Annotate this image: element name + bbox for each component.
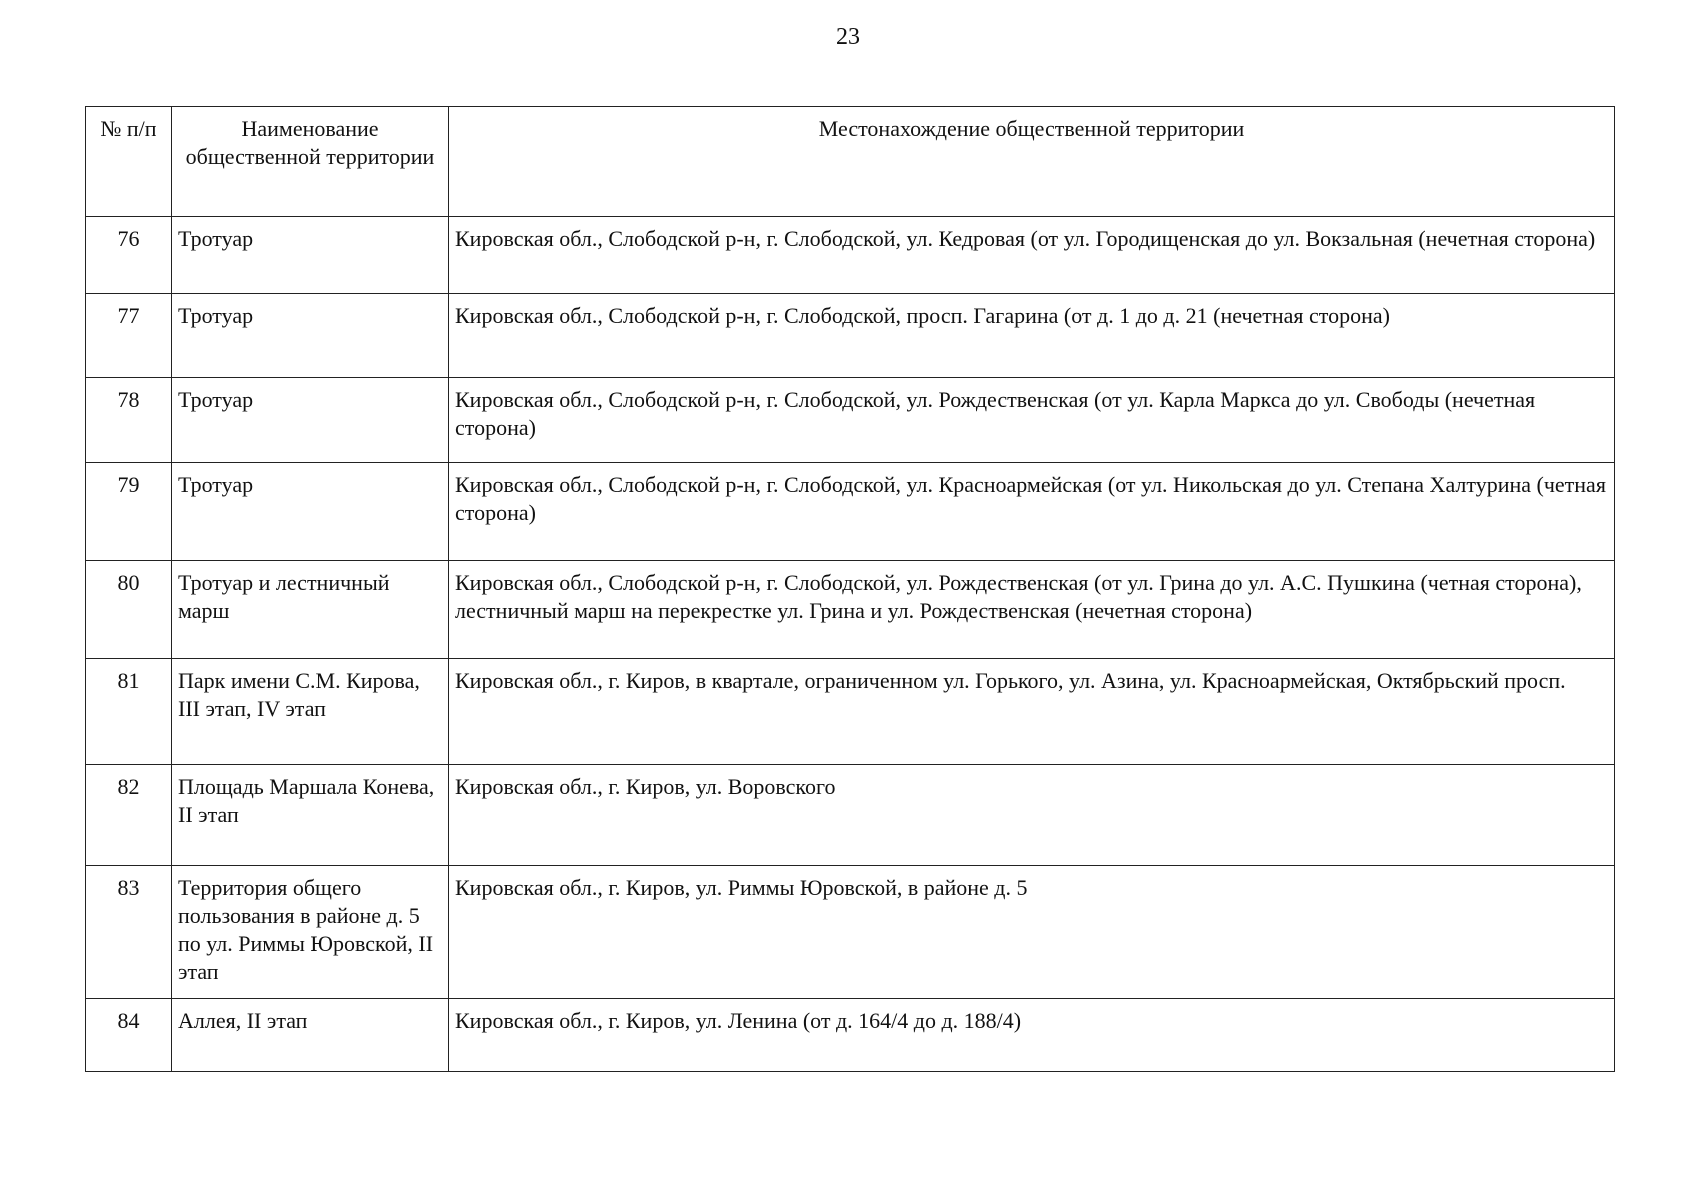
table-header-row xyxy=(86,107,1615,217)
table-row xyxy=(86,378,1615,463)
row-name: Тротуар xyxy=(172,217,449,294)
row-location: Кировская обл., г. Киров, ул. Ленина (от д. 164/4 до д. 188/4) xyxy=(449,999,1615,1072)
row-location: Кировская обл., Слободской р-н, г. Слободской, просп. Гагарина (от д. 1 до д. 21 (нечетная сторона) xyxy=(449,294,1615,378)
row-location: Кировская обл., г. Киров, в квартале, ограниченном ул. Горького, ул. Азина, ул. Красноармейская, Октябрьский просп. xyxy=(449,659,1615,765)
row-name: Тротуар и лестничный марш xyxy=(172,561,449,659)
row-number: 79 xyxy=(86,463,172,561)
row-number: 82 xyxy=(86,765,172,866)
row-number: 77 xyxy=(86,294,172,378)
table-row xyxy=(86,463,1615,561)
row-number: 76 xyxy=(86,217,172,294)
table-row xyxy=(86,561,1615,659)
table-row xyxy=(86,217,1615,294)
header-name: Наименование общественной территории xyxy=(172,107,449,217)
table-row xyxy=(86,294,1615,378)
row-number: 78 xyxy=(86,378,172,463)
territories-table xyxy=(85,106,1615,1072)
row-name: Тротуар xyxy=(172,378,449,463)
row-number: 81 xyxy=(86,659,172,765)
row-location: Кировская обл., Слободской р-н, г. Слободской, ул. Красноармейская (от ул. Никольская до ул. Степана Халтурина (четная сторона) xyxy=(449,463,1615,561)
row-number: 83 xyxy=(86,866,172,999)
row-location: Кировская обл., Слободской р-н, г. Слободской, ул. Рождественская (от ул. Грина до ул. А.С. Пушкина (четная сторона), лестничный марш на перекрестке ул. Грина и ул. Рождественская (нечетная сторона) xyxy=(449,561,1615,659)
row-name: Территория общего пользования в районе д. 5 по ул. Риммы Юровской, II этап xyxy=(172,866,449,999)
row-location: Кировская обл., г. Киров, ул. Риммы Юровской, в районе д. 5 xyxy=(449,866,1615,999)
row-location: Кировская обл., Слободской р-н, г. Слободской, ул. Кедровая (от ул. Городищенская до ул. Вокзальная (нечетная сторона) xyxy=(449,217,1615,294)
table-header xyxy=(86,107,1615,217)
row-name: Тротуар xyxy=(172,463,449,561)
table-row xyxy=(86,999,1615,1072)
row-name: Тротуар xyxy=(172,294,449,378)
row-location: Кировская обл., Слободской р-н, г. Слободской, ул. Рождественская (от ул. Карла Маркса до ул. Свободы (нечетная сторона) xyxy=(449,378,1615,463)
row-number: 84 xyxy=(86,999,172,1072)
row-name: Аллея, II этап xyxy=(172,999,449,1072)
page-number: 23 xyxy=(836,24,860,50)
table-body xyxy=(86,217,1615,1072)
row-name: Парк имени С.М. Кирова, III этап, IV этап xyxy=(172,659,449,765)
header-number: № п/п xyxy=(86,107,172,217)
table-row xyxy=(86,765,1615,866)
row-number: 80 xyxy=(86,561,172,659)
row-location: Кировская обл., г. Киров, ул. Воровского xyxy=(449,765,1615,866)
row-name: Площадь Маршала Конева, II этап xyxy=(172,765,449,866)
table-row xyxy=(86,866,1615,999)
table-row xyxy=(86,659,1615,765)
header-location: Местонахождение общественной территории xyxy=(449,107,1615,217)
